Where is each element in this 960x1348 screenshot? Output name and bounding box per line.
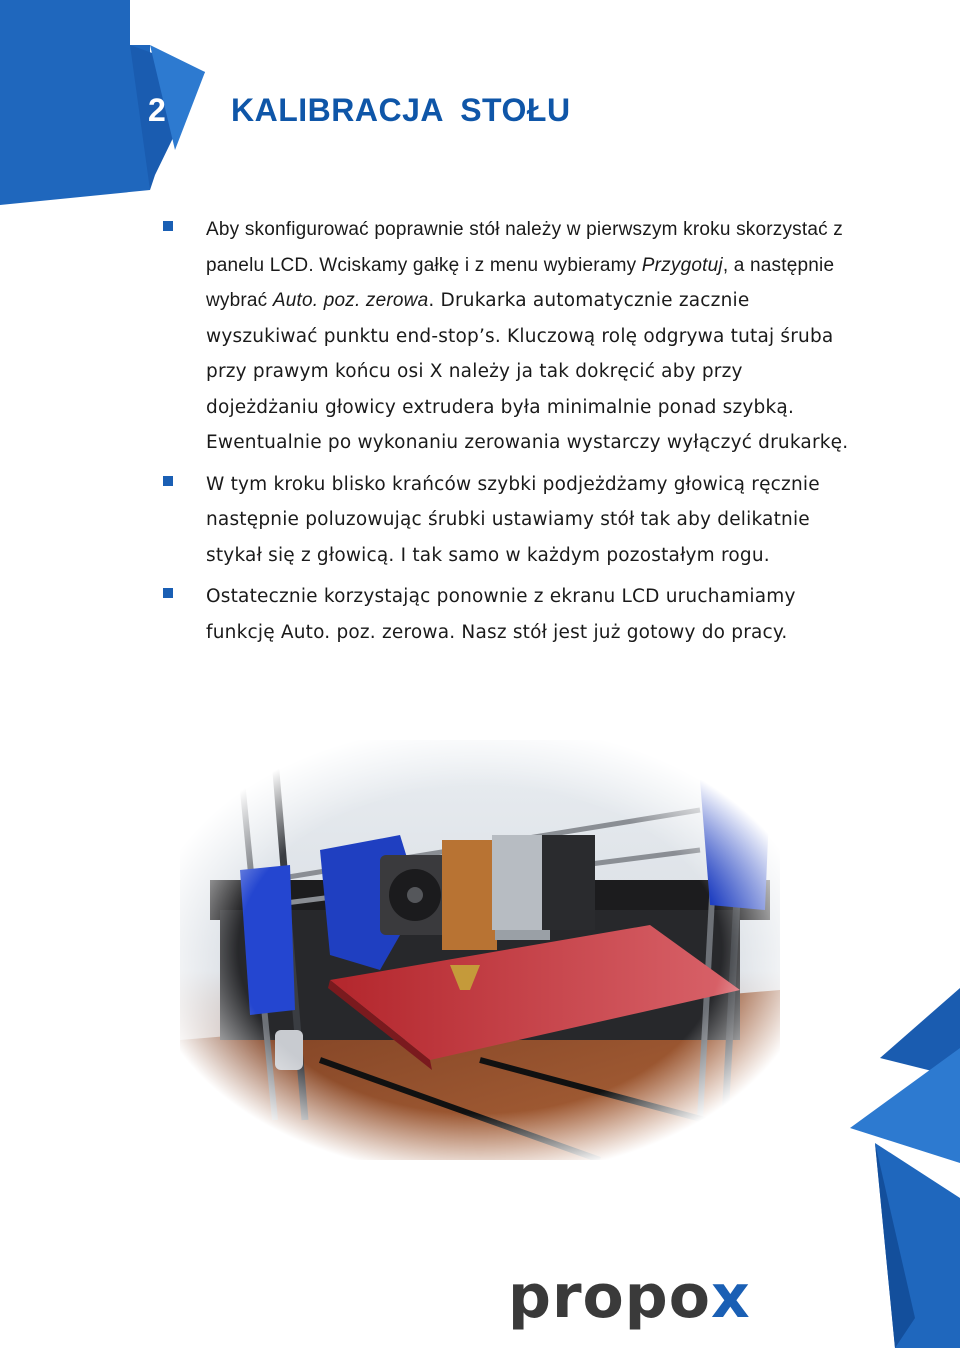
bullet-text: W tym kroku blisko krańców szybki podjeżdżamy głowicą ręcznie następnie poluzowując śrubki ustawiamy stół tak aby delikatnie stykał się z głowicą. I tak samo w każdym pozostałym rogu. xyxy=(206,473,820,566)
section-number: 2 xyxy=(148,92,166,128)
bullet-square-icon xyxy=(163,476,173,486)
text-run: . Drukarka automatycznie zacznie wyszukiwać punktu end-stop’s. Kluczową rolę odgrywa tutaj śruba przy prawym końcu osi X należy ja tak dokręcić aby przy dojeżdżaniu głowicy extrudera była minimalnie ponad szybką. Ewentualnie po wykonaniu zerowania wystarczy wyłączyć drukarkę. xyxy=(206,290,849,453)
bullet-square-icon xyxy=(163,588,173,598)
bullet-list xyxy=(160,212,850,656)
printer-photo xyxy=(180,740,780,1160)
logo-text: propo xyxy=(508,1262,711,1332)
text-run: Aby skonfigurować poprawnie stół należy w pierwszym kroku skorzystać z panelu LCD. Wciskamy gałkę i z menu wybieramy xyxy=(206,219,844,276)
bullet-text: Ostatecznie korzystając ponownie z ekranu LCD uruchamiamy funkcję Auto. poz. zerowa. Nasz stół jest już gotowy do pracy. xyxy=(206,586,796,643)
text-run: , a następnie wybrać xyxy=(206,254,835,311)
menu-name-italic: Auto. poz. zerowa xyxy=(272,290,429,311)
logo-accent: x xyxy=(710,1262,751,1332)
propox-logo xyxy=(508,1262,751,1332)
bullet-square-icon xyxy=(163,221,173,231)
corner-decoration-top-left xyxy=(0,0,220,210)
section-title: KALIBRACJA STOŁU xyxy=(231,92,571,128)
bullet-text xyxy=(206,212,850,461)
list-item xyxy=(160,212,850,461)
list-item xyxy=(160,467,850,574)
list-item xyxy=(160,579,850,650)
menu-name-italic: Przygotuj xyxy=(641,254,723,276)
